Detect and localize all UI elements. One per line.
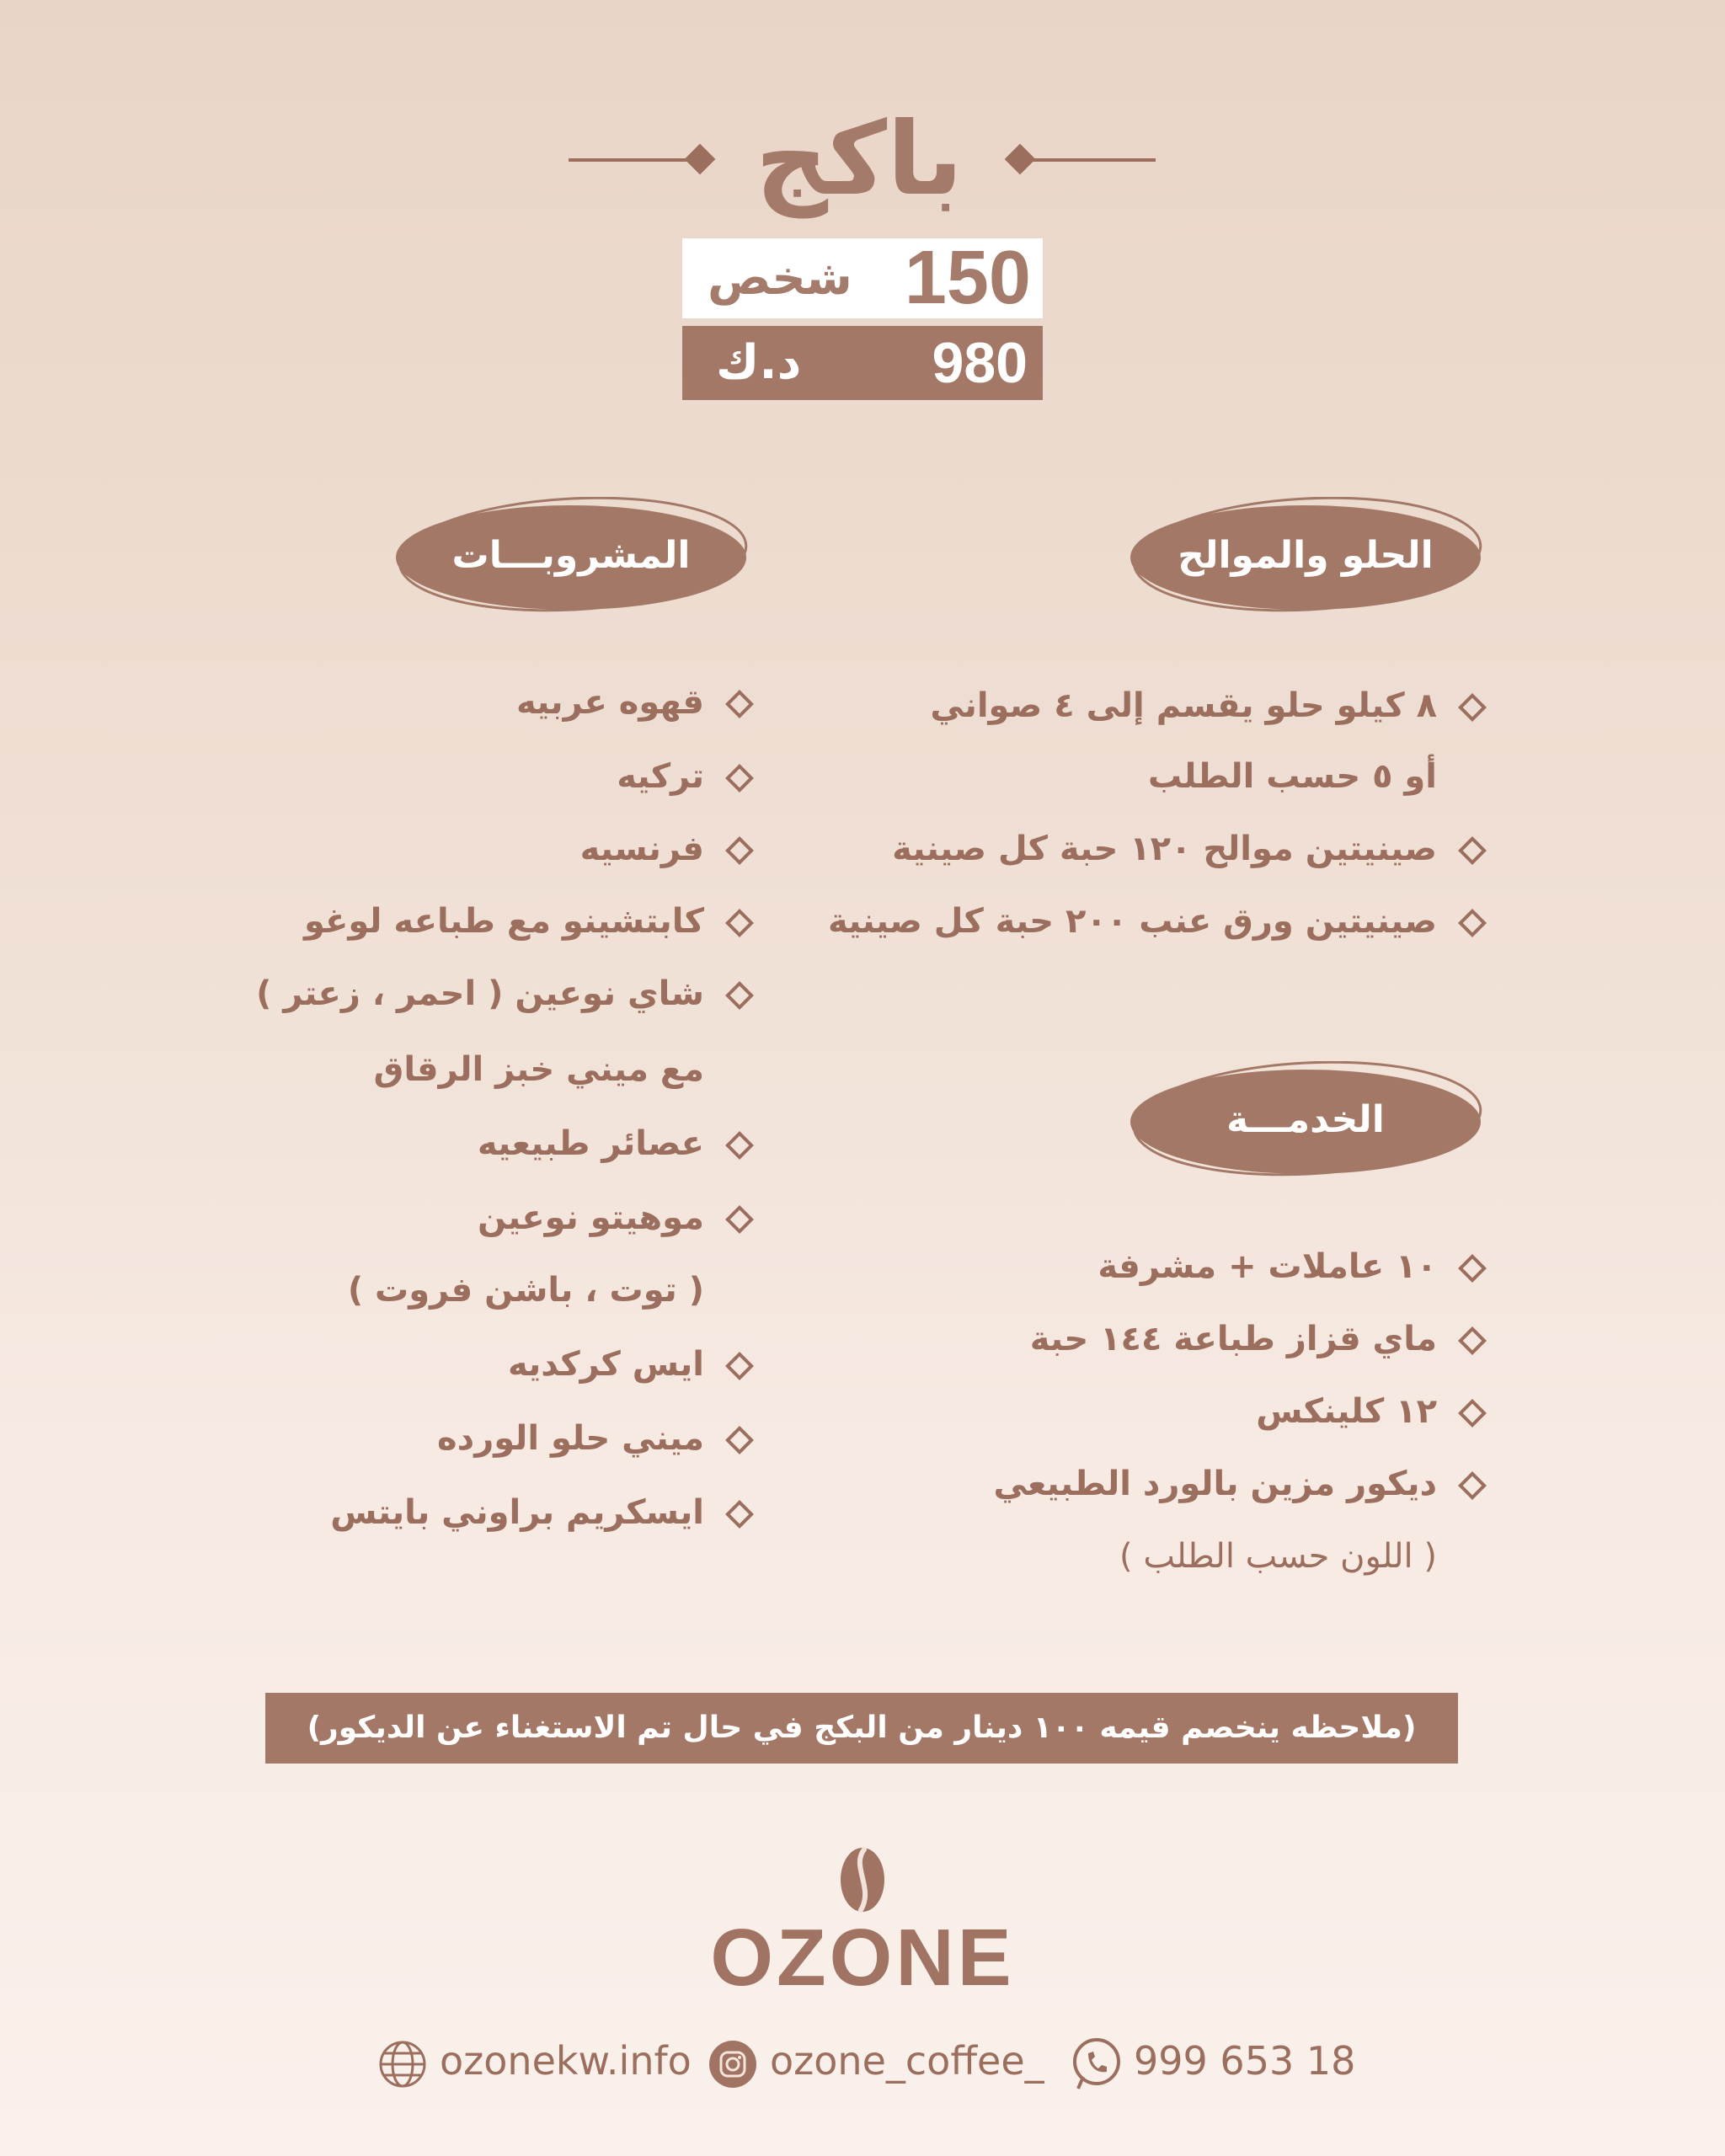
diamond-bullet-icon — [725, 1500, 754, 1529]
whatsapp-icon — [1071, 2036, 1122, 2092]
phone-text: 999 653 18 — [1134, 2038, 1356, 2084]
website-text: ozonekw.info — [440, 2038, 692, 2084]
persons-box — [682, 238, 1043, 318]
diamond-bullet-icon — [725, 1352, 754, 1380]
diamond-bullet-icon — [1458, 1326, 1487, 1355]
diamond-bullet-icon — [725, 764, 754, 792]
list-item: ميني حلو الورده — [437, 1413, 750, 1464]
list-item: صينيتين موالح ١٢٠ حبة كل صينية — [892, 824, 1482, 874]
instagram-text: ozone_coffee_ — [770, 2038, 1044, 2084]
list-item: ١٢ كلينكس — [1256, 1386, 1482, 1437]
section-heading-drinks — [394, 497, 748, 615]
note-banner: (ملاحظه ينخصم قيمه ١٠٠ دينار من البكج في حال تم الاستغناء عن الديكور) — [265, 1693, 1458, 1764]
diamond-bullet-icon — [725, 690, 754, 718]
list-item: تركيه — [617, 751, 750, 802]
diamond-bullet-icon — [725, 909, 754, 937]
section-heading-drinks-label: المشروبـــات — [451, 534, 691, 577]
instagram-contact[interactable] — [708, 2031, 1044, 2090]
list-item: كابتشينو مع طباعه لوغو — [304, 896, 750, 947]
coffee-bean-logo-icon — [836, 1844, 889, 1919]
instagram-icon — [708, 2039, 758, 2089]
diamond-bullet-icon — [1458, 693, 1487, 722]
section-heading-service — [1129, 1061, 1482, 1179]
list-item-continuation: ( توت ، باشن فروت ) — [347, 1271, 704, 1310]
persons-unit: شخص — [708, 251, 852, 306]
phone-contact[interactable] — [1071, 2031, 1355, 2090]
list-item: ١٠ عاملات + مشرفة — [1097, 1241, 1482, 1292]
list-item-continuation: ( اللون حسب الطلب ) — [1119, 1537, 1437, 1576]
list-item: فرنسيه — [580, 824, 750, 874]
diamond-bullet-icon — [725, 1426, 754, 1454]
title-block — [0, 101, 1725, 219]
section-heading-sweets-label: الحلو والموالح — [1178, 534, 1434, 577]
list-item: ديكور مزين بالورد الطبيعي — [994, 1459, 1482, 1509]
diamond-bullet-icon — [1458, 1399, 1487, 1428]
diamond-bullet-icon — [1458, 1471, 1487, 1500]
website-contact[interactable] — [377, 2031, 692, 2090]
price-number: 980 — [932, 331, 1028, 395]
diamond-bullet-icon — [725, 1205, 754, 1234]
price-unit: د.ك — [716, 335, 802, 390]
diamond-bullet-icon — [725, 836, 754, 865]
list-item: موهيتو نوعين — [478, 1193, 750, 1243]
diamond-bullet-icon — [1458, 909, 1487, 937]
list-item: شاي نوعين ( احمر ، زعتر ) — [256, 969, 750, 1019]
persons-number: 150 — [904, 236, 1031, 320]
diamond-bullet-icon — [725, 981, 754, 1010]
list-item: ايس كركديه — [508, 1339, 750, 1390]
title-line-left — [569, 158, 695, 162]
page-title: باكج — [755, 101, 964, 218]
globe-icon — [377, 2039, 428, 2089]
list-item: ايسكريم براوني بايتس — [330, 1487, 750, 1538]
list-item: ٨ كيلو حلو يقسم إلى ٤ صواني — [930, 680, 1482, 731]
list-item: قهوه عربيه — [516, 677, 750, 728]
section-heading-sweets — [1129, 497, 1482, 615]
section-heading-service-label: الخدمـــة — [1226, 1098, 1385, 1141]
price-box — [682, 326, 1043, 400]
diamond-bullet-icon — [1458, 1254, 1487, 1283]
list-item: ماي قزاز طباعة ١٤٤ حبة — [1030, 1314, 1482, 1364]
brand-name: OZONE — [710, 1913, 1015, 2003]
list-item-continuation: أو ٥ حسب الطلب — [1147, 757, 1437, 796]
list-item: عصائر طبيعيه — [478, 1118, 750, 1169]
diamond-bullet-icon — [1458, 836, 1487, 865]
list-item: صينيتين ورق عنب ٢٠٠ حبة كل صينية — [828, 896, 1482, 947]
title-diamond-left — [685, 144, 716, 175]
list-item-continuation: مع ميني خبز الرقاق — [373, 1050, 704, 1089]
diamond-bullet-icon — [725, 1131, 754, 1160]
title-line-right — [1029, 158, 1156, 162]
